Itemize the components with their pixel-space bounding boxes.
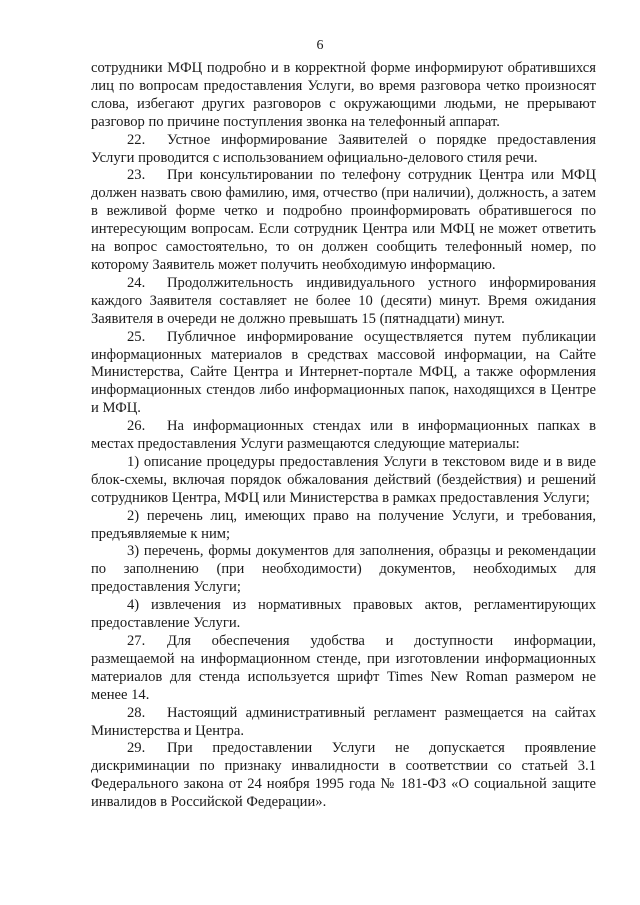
paragraph-28 — [91, 705, 596, 741]
paragraph-24 — [91, 275, 596, 329]
paragraph-number: 28. — [127, 704, 146, 721]
document-body — [91, 60, 596, 812]
list-item-26-4 — [91, 597, 596, 633]
paragraph-27 — [91, 633, 596, 705]
paragraph-29 — [91, 740, 596, 812]
paragraph-number: 25. — [127, 328, 146, 345]
list-item-text: 1) описание процедуры предоставления Услуги в текстовом виде и в виде блок-схемы, включая порядок обжалования действий (бездействия) и решений сотрудников Центра, МФЦ или Министерства в рамках предоставления Услуги; — [91, 453, 596, 506]
paragraph-23 — [91, 167, 596, 274]
paragraph-text: Продолжительность индивидуального устного информирования каждого Заявителя составляет не более 10 (десяти) минут. Время ожидания Заявителя в очереди не должно превышать 15 (пятнадцати) минут. — [91, 274, 596, 327]
paragraph-text: При предоставлении Услуги не допускается проявление дискриминации по признаку инвалидности в соответствии со статьей 3.1 Федерального закона от 24 ноября 1995 года № 181-ФЗ «О социальной защите инвалидов в Российской Федерации». — [91, 740, 596, 811]
list-item-text: 3) перечень, формы документов для заполнения, образцы и рекомендации по заполнению (при необходимости) документов, необходимых для предоставления Услуги; — [91, 543, 596, 596]
paragraph-text: При консультировании по телефону сотрудник Центра или МФЦ должен назвать свою фамилию, имя, отчество (при наличии), должность, а затем в вежливой форме четко и подробно проинформировать обратившегося по интересующим вопросам. Если сотрудник Центра или МФЦ не может ответить на вопрос самостоятельно, то он должен сообщить телефонный номер, по которому Заявитель может получить необходимую информацию. — [91, 167, 596, 273]
page-number: 6 — [316, 38, 324, 53]
list-item-text: 2) перечень лиц, имеющих право на получение Услуги, и требования, предъявляемые к ним; — [91, 507, 596, 542]
paragraph-22 — [91, 132, 596, 168]
paragraph-text: Публичное информирование осуществляется путем публикации информационных материалов в средствах массовой информации, на Сайте Министерства, Сайте Центра и Интернет-портале МФЦ, а также оформления информационных стендов либо информационных папок, находящихся в Центре и МФЦ. — [91, 328, 596, 417]
list-item-26-3 — [91, 543, 596, 597]
paragraph-21-continuation — [91, 60, 596, 132]
paragraph-26 — [91, 418, 596, 454]
paragraph-text: Для обеспечения удобства и доступности информации, размещаемой на информационном стенде, при изготовлении информационных материалов для стенда используется шрифт Times New Roman размером не менее 14. — [91, 633, 596, 703]
paragraph-text: Устное информирование Заявителей о порядке предоставления Услуги проводится с использованием официально-делового стиля речи. — [91, 131, 596, 166]
list-item-26-1 — [91, 454, 596, 508]
paragraph-number: 27. — [127, 633, 146, 649]
paragraph-number: 23. — [127, 167, 146, 184]
paragraph-text: На информационных стендах или в информационных папках в местах предоставления Услуги размещаются следующие материалы: — [91, 418, 596, 453]
paragraph-number: 22. — [127, 131, 146, 148]
paragraph-number: 29. — [127, 740, 146, 757]
paragraph-25 — [91, 329, 596, 419]
paragraph-number: 26. — [127, 418, 146, 435]
list-item-text: 4) извлечения из нормативных правовых актов, регламентирующих предоставление Услуги. — [91, 597, 596, 632]
list-item-26-2 — [91, 508, 596, 544]
paragraph-text: сотрудники МФЦ подробно и в корректной форме информируют обратившихся лиц по вопросам предоставления Услуги, во время разговора четко произносят слова, избегают других разговоров с окружающими людьми, не прерывают разговор по причине поступления звонка на телефонный аппарат. — [91, 60, 596, 130]
paragraph-number: 24. — [127, 274, 146, 291]
paragraph-text: Настоящий административный регламент размещается на сайтах Министерства и Центра. — [91, 704, 596, 739]
